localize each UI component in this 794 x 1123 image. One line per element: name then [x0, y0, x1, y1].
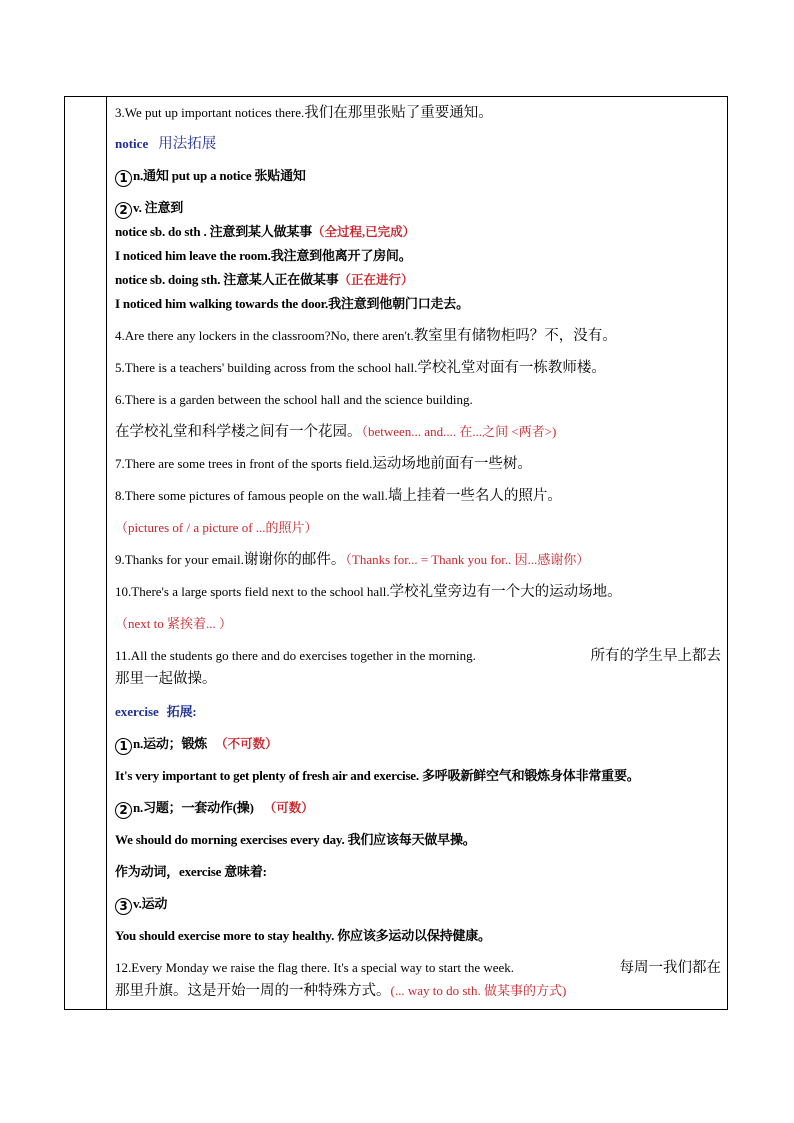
exercise-noun-2-example: [115, 830, 721, 850]
sentence-6-note: （between... and.... 在...之间 <两者>): [361, 424, 557, 439]
sentence-5-en: 5.There is a teachers' building across from the school hall.: [115, 360, 418, 375]
sentence-12-line1: [115, 958, 721, 978]
exercise-heading-word: exercise: [115, 704, 159, 719]
sentence-7-en: 7.There are some trees in front of the sports field.: [115, 456, 373, 471]
sentence-12-cn-part2: 那里升旗。这是开始一周的一种特殊方式。: [115, 983, 391, 999]
circle-number-1: 1: [115, 170, 132, 187]
exercise-noun-2-note: （可数）: [263, 801, 314, 815]
notice-doing-text: notice sb. doing sth. 注意某人正在做某事: [115, 272, 339, 287]
circle-number-1: 1: [115, 738, 132, 755]
sentence-4-cn: 教室里有储物柜吗？不，没有。: [413, 328, 617, 344]
notice-heading: [115, 134, 721, 154]
sentence-4: [115, 326, 721, 346]
exercise-noun-sense-2: [115, 798, 721, 819]
sentence-9-en: 9.Thanks for your email.: [115, 552, 244, 567]
notice-noun-sense: [115, 166, 721, 187]
notice-doing-note: （正在进行）: [338, 273, 414, 287]
exercise-noun-1-example-text: It's very important to get plenty of fresh air and exercise. 多呼吸新鲜空气和锻炼身体非常重要。: [115, 768, 640, 783]
sentence-7: [115, 454, 721, 474]
exercise-verb-text: v.运动: [133, 896, 168, 911]
sentence-8-en: 8.There some pictures of famous people on the wall.: [115, 488, 388, 503]
sentence-10-note-line: [115, 614, 721, 634]
notes-table: [64, 96, 728, 1010]
sentence-8-note: （pictures of / a picture of ...的照片）: [115, 520, 318, 535]
notice-do-example-text: I noticed him leave the room.我注意到他离开了房间。: [115, 248, 412, 263]
notice-verb-text: v. 注意到: [133, 200, 184, 215]
left-column-cell: [65, 97, 107, 1009]
exercise-noun-1-note: （不可数）: [215, 737, 278, 751]
exercise-noun-1-example: [115, 766, 721, 786]
sentence-8: [115, 486, 721, 506]
sentence-3-en: 3.We put up important notices there.: [115, 105, 305, 120]
sentence-6-en: [115, 390, 721, 410]
sentence-10-en: 10.There's a large sports field next to the school hall.: [115, 584, 390, 599]
notice-doing-usage: [115, 270, 721, 290]
sentence-11-cn-part1: 所有的学生早上都去: [590, 648, 721, 664]
notice-verb-sense: [115, 198, 721, 219]
sentence-11-en: 11.All the students go there and do exercises together in the morning.: [115, 648, 476, 663]
exercise-verb-intro: [115, 862, 721, 882]
exercise-noun-1-text: n.运动；锻炼: [133, 736, 208, 751]
notice-doing-example-text: I noticed him walking towards the door.我注意到他朝门口走去。: [115, 296, 469, 311]
notice-do-usage: [115, 222, 721, 242]
sentence-6-cn-text: 在学校礼堂和科学楼之间有一个花园。: [115, 424, 362, 440]
sentence-6-cn: [115, 422, 721, 442]
exercise-verb-example: [115, 926, 721, 946]
circle-number-3: 3: [115, 898, 132, 915]
sentence-10: [115, 582, 721, 602]
notice-do-text: notice sb. do sth . 注意到某人做某事: [115, 224, 312, 239]
sentence-11-cn-part2: 那里一起做操。: [115, 671, 217, 687]
notice-noun-text: n.通知 put up a notice 张贴通知: [133, 168, 306, 183]
sentence-7-cn: 运动场地前面有一些树。: [372, 456, 532, 472]
notice-do-example: [115, 246, 721, 266]
notice-doing-example: [115, 294, 721, 314]
sentence-9: [115, 550, 721, 570]
exercise-verb-example-text: You should exercise more to stay healthy. 你应该多运动以保持健康。: [115, 928, 491, 943]
sentence-5: [115, 358, 721, 378]
sentence-3-cn: 我们在那里张贴了重要通知。: [304, 105, 493, 121]
notice-heading-cn: 用法拓展: [158, 136, 217, 152]
exercise-verb-sense: [115, 894, 721, 915]
sentence-9-note: （Thanks for... = Thank you for.. 因...感谢你）: [345, 552, 590, 567]
sentence-10-cn: 学校礼堂旁边有一个大的运动场地。: [389, 584, 622, 600]
notice-heading-word: notice: [115, 136, 149, 151]
sentence-8-cn: 墙上挂着一些名人的照片。: [387, 488, 562, 504]
circle-number-2: 2: [115, 802, 132, 819]
sentence-4-en: 4.Are there any lockers in the classroom?No, there aren't.: [115, 328, 414, 343]
sentence-5-cn: 学校礼堂对面有一栋教师楼。: [417, 360, 606, 376]
sentence-6-en-text: 6.There is a garden between the school hall and the science building.: [115, 392, 473, 407]
exercise-heading: [115, 702, 721, 722]
sentence-3: [115, 103, 721, 123]
exercise-noun-sense-1: [115, 734, 721, 755]
circle-number-2: 2: [115, 202, 132, 219]
sentence-8-note-line: [115, 518, 721, 538]
sentence-12-cn-part1: 每周一我们都在: [619, 960, 721, 976]
sentence-11-line1: [115, 646, 721, 666]
exercise-noun-2-example-text: We should do morning exercises every day. 我们应该每天做早操。: [115, 832, 476, 847]
exercise-heading-cn: 拓展:: [166, 704, 197, 719]
notice-do-note: （全过程,已完成）: [312, 225, 416, 239]
sentence-11-line2: [115, 669, 721, 689]
sentence-12-note: (... way to do sth. 做某事的方式): [390, 983, 567, 998]
sentence-10-note: （next to 紧挨着... ）: [115, 616, 232, 631]
exercise-noun-2-text: n.习题；一套动作(操): [133, 800, 254, 815]
exercise-verb-intro-text: 作为动词，exercise 意味着:: [115, 864, 267, 879]
sentence-9-cn: 谢谢你的邮件。: [243, 552, 346, 568]
sentence-12-line2: [115, 981, 721, 1001]
sentence-12-en: 12.Every Monday we raise the flag there. It's a special way to start the week.: [115, 960, 515, 975]
